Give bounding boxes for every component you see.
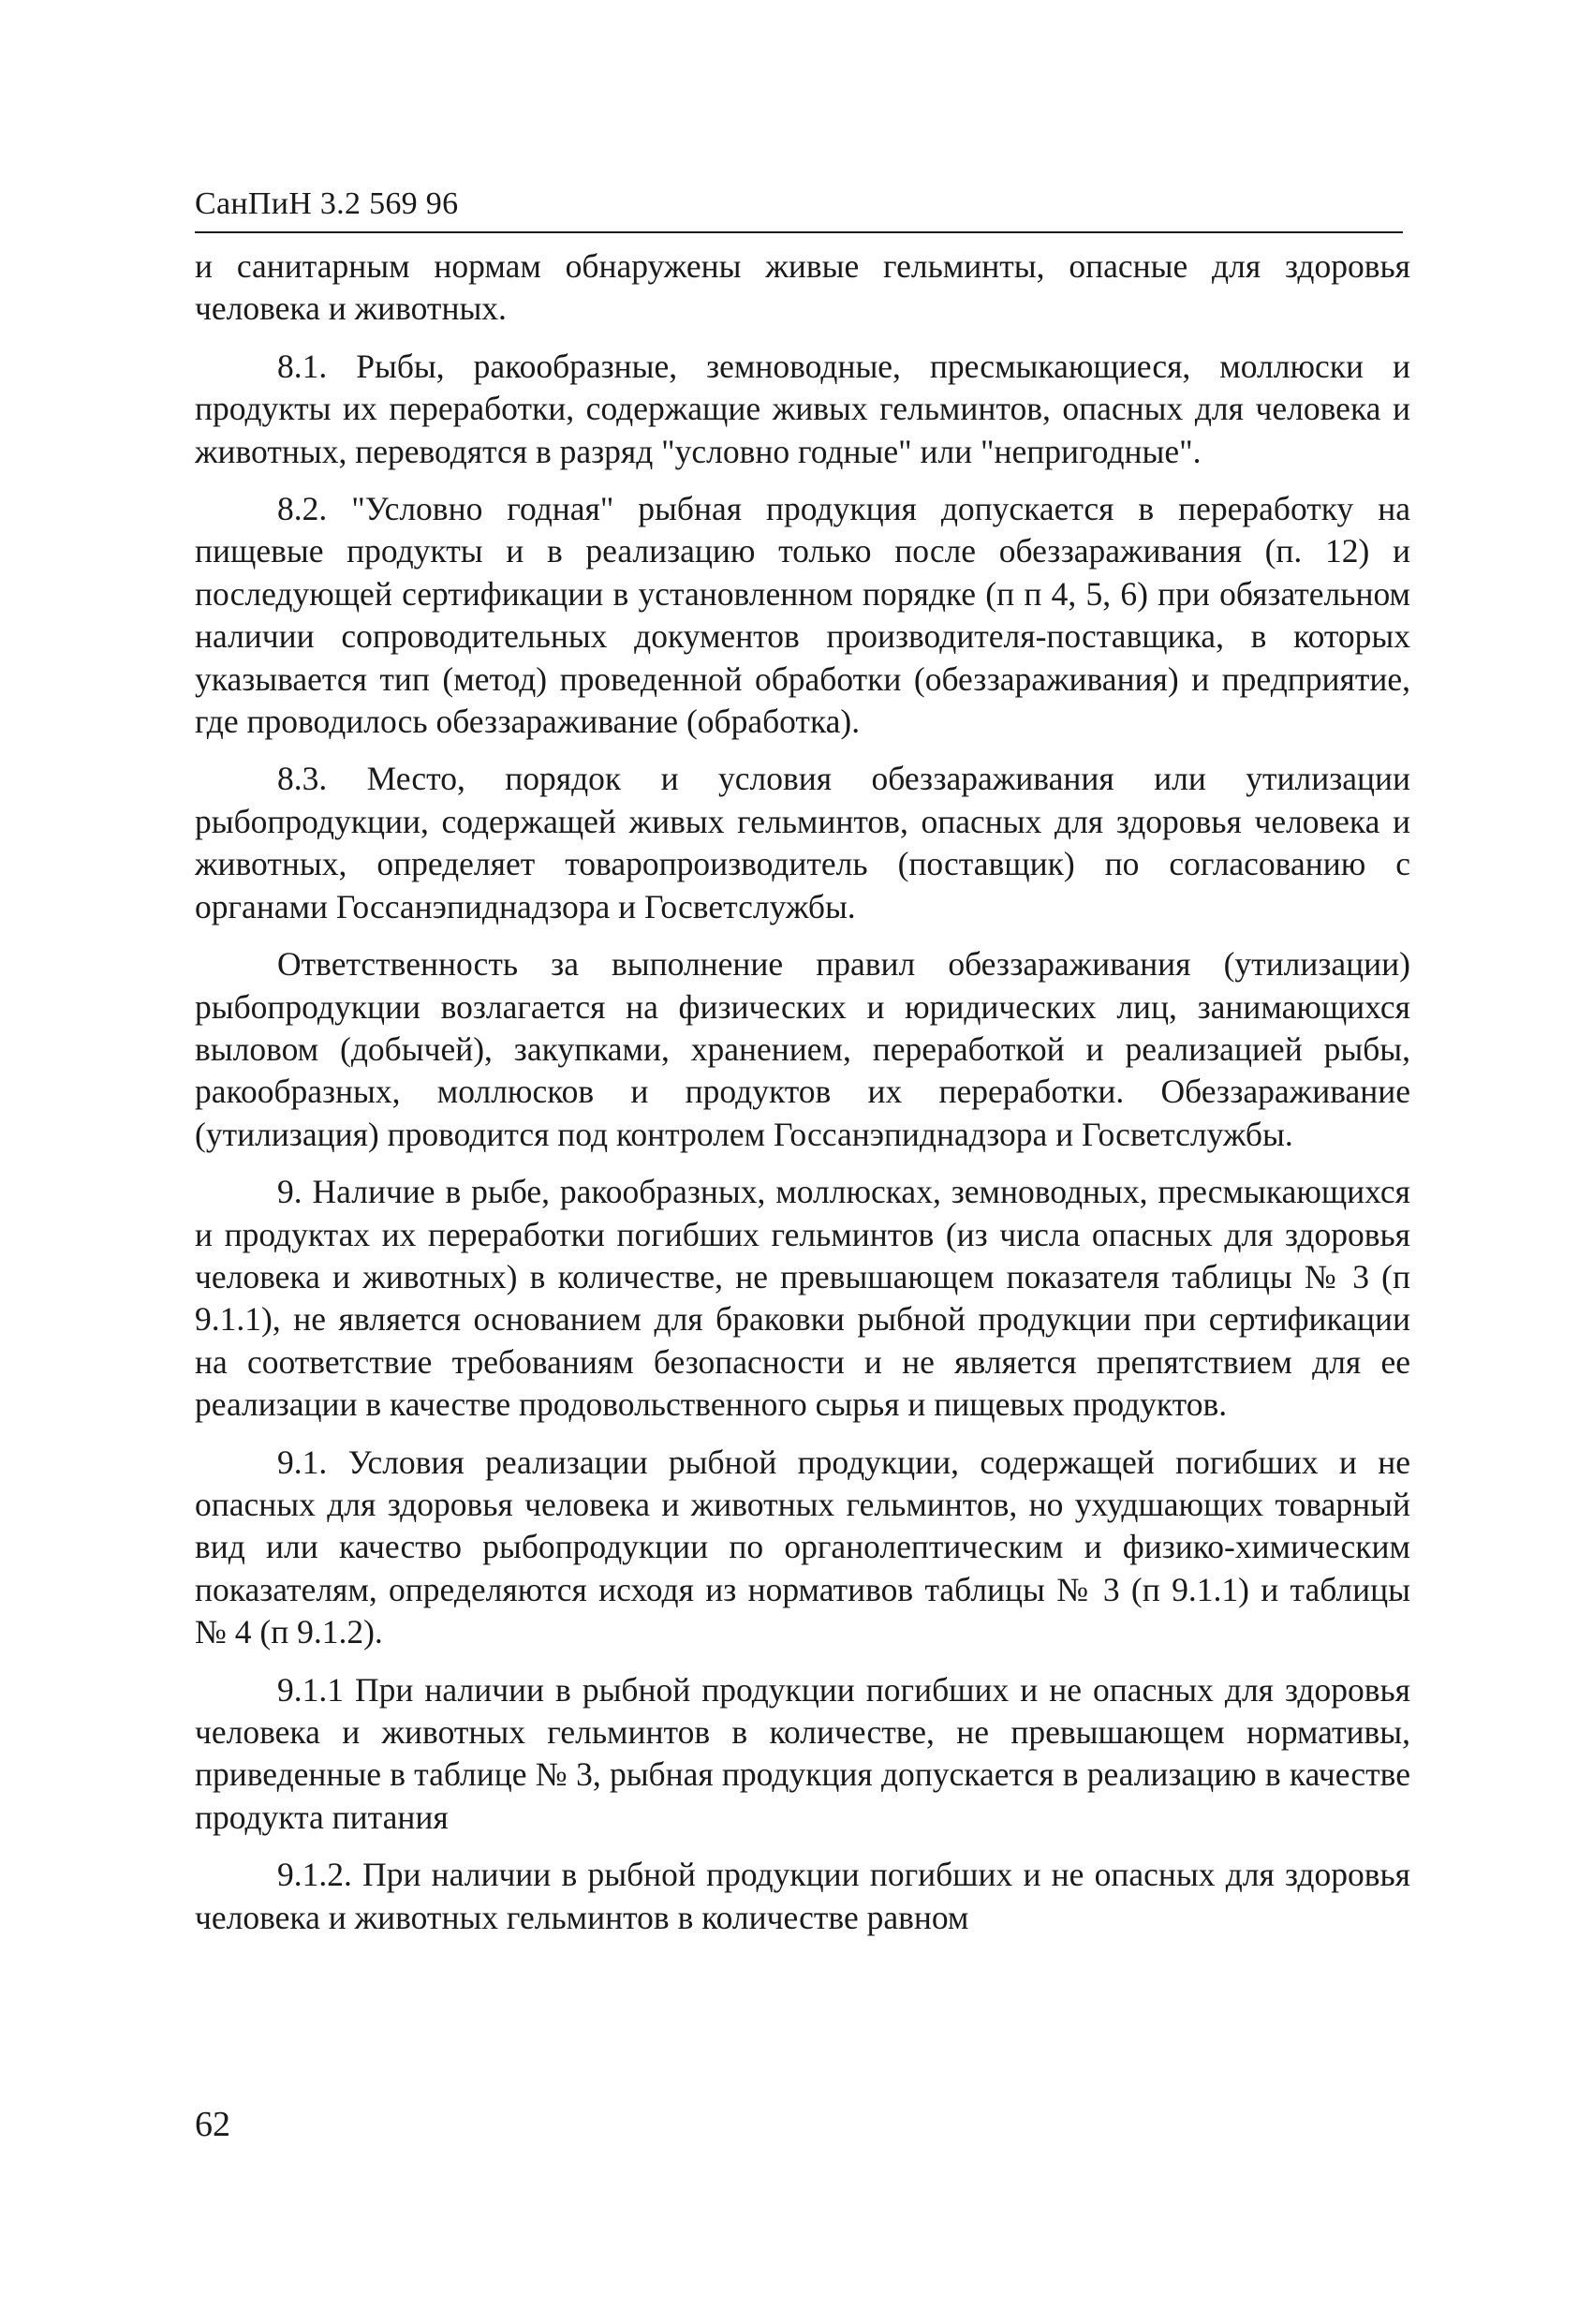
paragraph-9-1-2: 9.1.2. При наличии в рыбной продукции погибших и не опасных для здоровья человека и животных гельминтов в количестве равном: [195, 1856, 1410, 1936]
paragraph-9-1: 9.1. Условия реализации рыбной продукции, содержащей погибших и не опасных для здоровья человека и животных гельминтов, но ухудшающих товарный вид или качество рыбопродукции по органолептическим и физико-химическим показателям, определяются исходя из нормативов таблицы № 3 (п 9.1.1) и таблицы № 4 (п 9.1.2).: [195, 1443, 1410, 1651]
body-text: [195, 245, 1410, 1954]
paragraph-responsibility: Ответственность за выполнение правил обеззараживания (утилизации) рыбопродукции возлагается на физических и юридических лиц, занимающихся выловом (добычей), закупками, хранением, переработкой и реализацией рыбы, ракообразных, моллюсков и продуктов их переработки. Обеззараживание (утилизация) проводится под контролем Госсанэпиднадзора и Госветслужбы.: [195, 945, 1410, 1153]
paragraph-9: 9. Наличие в рыбе, ракообразных, моллюсках, земноводных, пресмыкающихся и продуктах их переработки погибших гельминтов (из числа опасных для здоровья человека и животных) в количестве, не превышающем показателя таблицы № 3 (п 9.1.1), не является основанием для браковки рыбной продукции при сертификации на соответствие требованиям безопасности и не является препятствием для ее реализации в качестве продовольственного сырья и пищевых продуктов.: [195, 1173, 1410, 1424]
page-number: 62: [195, 2105, 230, 2144]
paragraph-8-1: 8.1. Рыбы, ракообразные, земноводные, пресмыкающиеся, моллюски и продукты их переработки, содержащие живых гельминтов, опасных для человека и животных, переводятся в разряд "условно годные" или "непригодные".: [195, 347, 1410, 470]
running-head: СанПиН 3.2 569 96: [195, 186, 459, 221]
header-rule: [195, 231, 1403, 233]
paragraph-9-1-1: 9.1.1 При наличии в рыбной продукции погибших и не опасных для здоровья человека и животных гельминтов в количестве, не превышающем нормативы, приведенные в таблице № 3, рыбная продукция допускается в реализацию в качестве продукта питания: [195, 1670, 1410, 1836]
paragraph-continuation: и санитарным нормам обнаружены живые гельминты, опасные для здоровья человека и животных.: [195, 247, 1410, 328]
paragraph-8-3: 8.3. Место, порядок и условия обеззараживания или утилизации рыбопродукции, содержащей живых гельминтов, опасных для здоровья человека и животных, определяет товаропроизводитель (поставщик) по согласованию с органами Госсанэпиднадзора и Госветслужбы.: [195, 760, 1410, 925]
paragraph-8-2: 8.2. "Условно годная" рыбная продукция допускается в переработку на пищевые продукты и в реализацию только после обеззараживания (п. 12) и последующей сертификации в установленном порядке (п п 4, 5, 6) при обязательном наличии сопроводительных документов производителя-поставщика, в которых указывается тип (метод) проведенной обработки (обеззараживания) и предприятие, где проводилось обеззараживание (обработка).: [195, 490, 1410, 741]
